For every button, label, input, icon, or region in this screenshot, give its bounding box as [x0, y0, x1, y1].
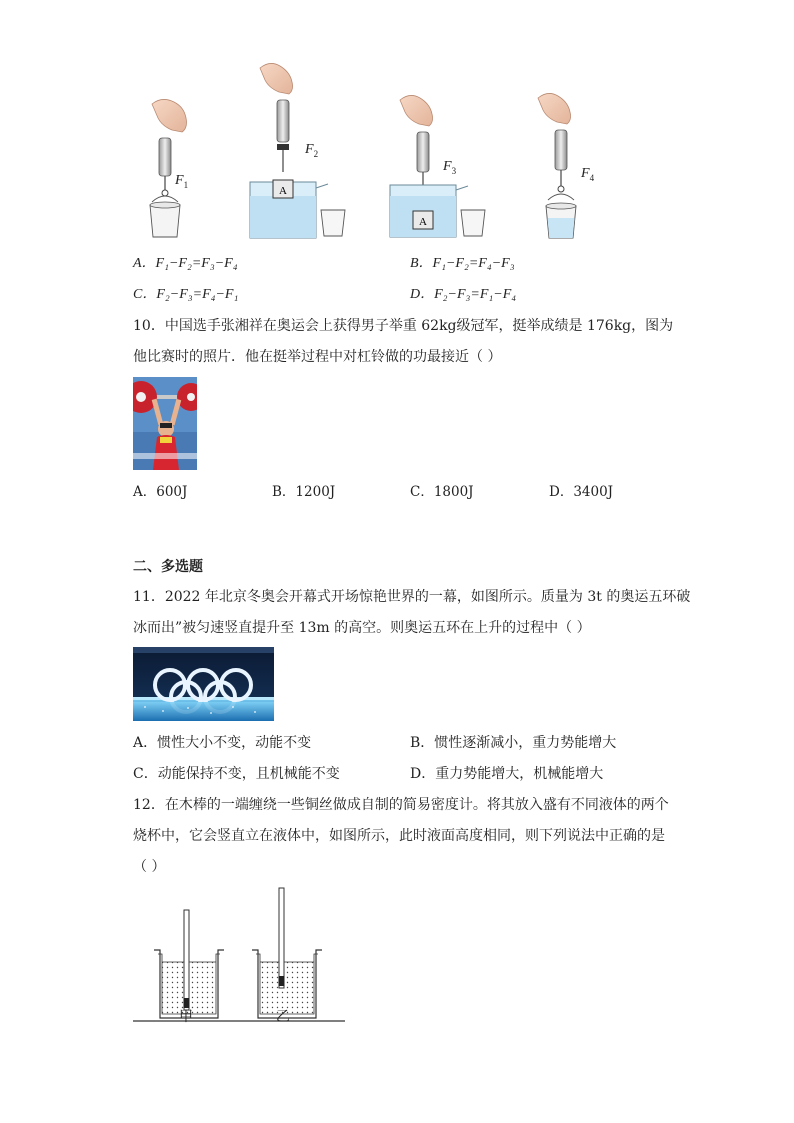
spring-scale-2 [277, 100, 289, 142]
q11-option-d[interactable]: D．重力势能增大，机械能增大 [410, 766, 604, 782]
q12-stem-line2: 烧杯中，它会竖直立在液体中，如图所示，此时液面高度相同，则下列说法中正确的是 [133, 828, 665, 844]
panel-2 [250, 63, 345, 238]
section-title-multiple-choice: 二、多选题 [133, 559, 203, 575]
q10-option-b[interactable]: B．1200J [272, 484, 336, 500]
force-label-f4: $F_4$ [581, 166, 595, 183]
q11-stem-line1: 11．2022 年北京冬奥会开幕式开场惊艳世界的一幕，如图所示。质量为 3t 的奥运五环破 [133, 589, 691, 605]
q11-option-c[interactable]: C．动能保持不变，且机械能不变 [133, 766, 340, 782]
bucket-1 [150, 205, 180, 237]
hand-2 [260, 63, 293, 94]
q10-option-d[interactable]: D．3400J [549, 484, 614, 500]
q11-option-a[interactable]: A．惯性大小不变，动能不变 [133, 735, 312, 751]
small-cup-3 [461, 210, 485, 236]
q12-figure [130, 880, 350, 1030]
block-label-3: A [419, 216, 427, 228]
hand-3 [400, 95, 433, 126]
q11-stem-line2: 冰而出”被匀速竖直提升至 13m 的高空。则奥运五环在上升的过程中（ ） [133, 620, 591, 636]
beaker-yi [252, 888, 322, 1018]
q9-option-c[interactable]: C．F₂−F₃=F₄−F₁ [133, 287, 239, 302]
q9-option-b[interactable]: B．F₁−F₂=F₄−F₃ [410, 256, 515, 271]
q9-option-a[interactable]: A．F₁−F₂=F₃−F₄ [133, 256, 238, 271]
beaker-jia [154, 910, 224, 1018]
q10-stem-line2: 他比赛时的照片．他在挺举过程中对杠铃做的功最接近（ ） [133, 349, 502, 365]
spring-scale-1 [159, 138, 171, 176]
q9-option-d[interactable]: D．F₂−F₃=F₁−F₄ [410, 287, 517, 302]
small-cup-2 [321, 210, 345, 236]
panel-4 [538, 93, 576, 238]
spring-scale-3 [417, 132, 429, 172]
q10-stem-line1: 10．中国选手张湘祥在奥运会上获得男子举重 62kg级冠军，挺举成绩是 176kg，图为 [133, 318, 674, 334]
hydrometer-yi [279, 888, 284, 988]
panel-3 [390, 95, 485, 237]
force-label-f3: $F_3$ [443, 159, 457, 176]
q12-stem-line1: 12．在木棒的一端缠绕一些铜丝做成自制的简易密度计。将其放入盛有不同液体的两个 [133, 797, 669, 813]
q11-option-b[interactable]: B．惯性逐渐减小，重力势能增大 [410, 735, 617, 751]
hand-4 [538, 93, 571, 124]
q12-stem-line3: （ ） [133, 859, 166, 875]
block-label-2: A [279, 185, 287, 197]
spring-scale-4 [555, 130, 567, 170]
q10-option-a[interactable]: A．600J [133, 484, 188, 500]
q9-experiment-illustration [120, 60, 640, 250]
olympic-rings-photo [133, 647, 274, 721]
beaker-label-yi: 乙 [276, 1009, 290, 1025]
force-label-f1: $F_1$ [175, 173, 189, 190]
hydrometer-jia [184, 910, 189, 1010]
hand-1 [152, 99, 187, 132]
panel-1 [150, 99, 187, 237]
weightlifter-photo [133, 377, 197, 470]
q9-figure [120, 60, 640, 250]
beaker-label-jia: 甲 [179, 1009, 193, 1025]
q10-option-c[interactable]: C．1800J [410, 484, 474, 500]
force-label-f2: $F_2$ [305, 142, 319, 159]
